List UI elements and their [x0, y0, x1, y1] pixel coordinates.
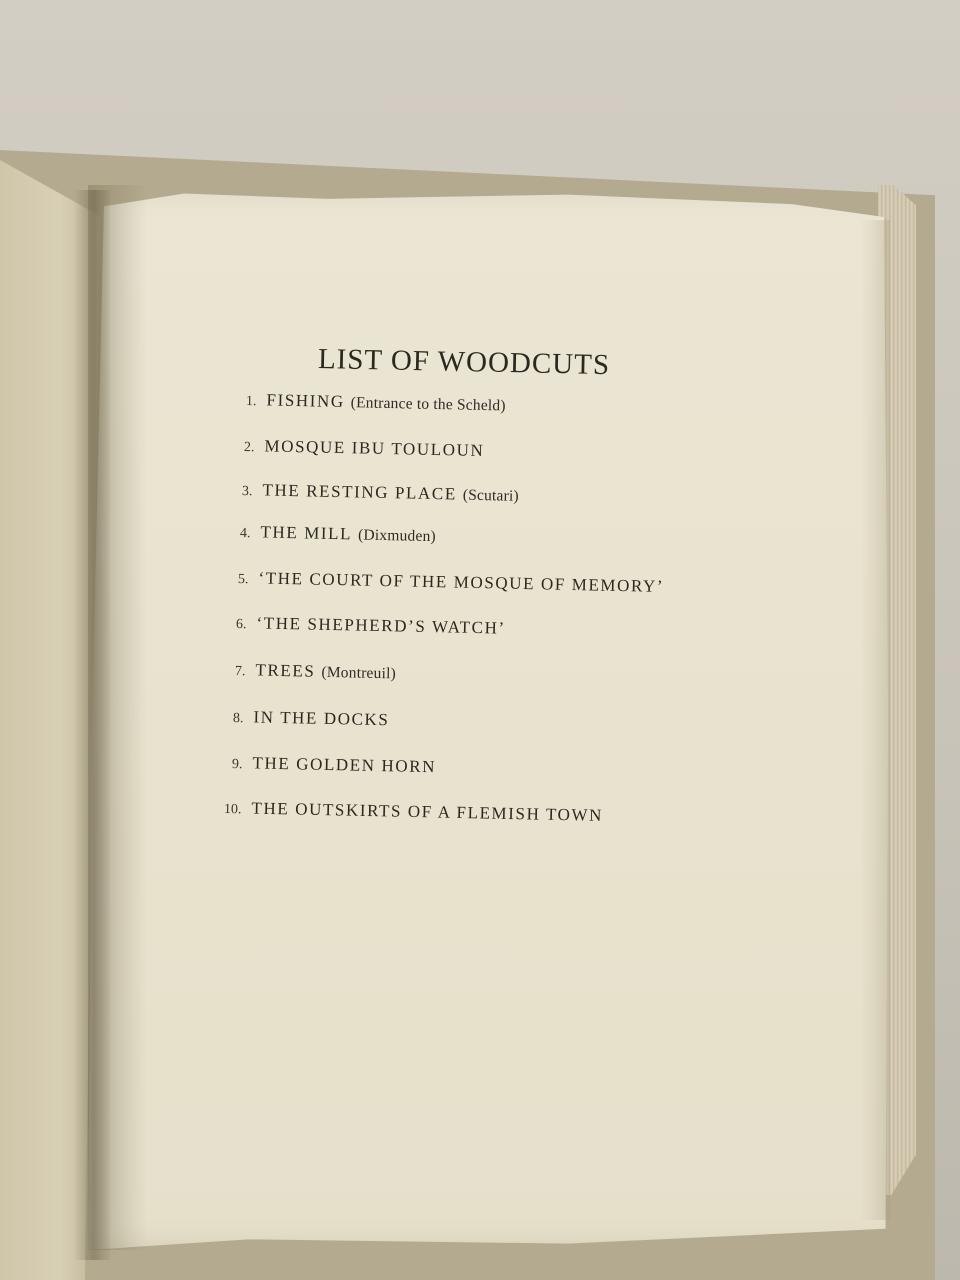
item-note: (Montreuil) [321, 663, 397, 683]
item-name: THE OUTSKIRTS OF A FLEMISH TOWN [251, 798, 604, 825]
page-title: LIST OF WOODCUTS [317, 343, 611, 382]
item-number: 5. [237, 572, 249, 588]
list-item [244, 436, 491, 461]
item-number: 2. [243, 440, 255, 456]
item-number: 1. [245, 394, 257, 410]
item-name: ‘THE COURT OF THE MOSQUE OF MEMORY’ [258, 568, 665, 596]
list-item [224, 798, 609, 826]
list-item [240, 522, 436, 546]
list-item [246, 390, 506, 415]
item-number: 9. [231, 757, 243, 773]
item-number: 4. [239, 526, 251, 542]
list-item [236, 613, 512, 639]
list-item [235, 660, 396, 683]
item-name: THE MILL [260, 522, 353, 544]
list-item [233, 707, 396, 730]
item-name: THE GOLDEN HORN [252, 753, 437, 777]
item-number: 3. [241, 484, 253, 500]
item-number: 8. [232, 711, 244, 727]
item-name: IN THE DOCKS [253, 707, 390, 730]
item-name: ‘THE SHEPHERD’S WATCH’ [256, 613, 506, 638]
item-note: (Entrance to the Scheld) [350, 394, 506, 415]
item-number: 7. [234, 664, 246, 680]
item-note: (Dixmuden) [357, 526, 437, 546]
list-item [238, 568, 671, 597]
item-number: 10. [223, 802, 242, 818]
item-name: THE RESTING PLACE [262, 480, 458, 504]
item-name: FISHING [266, 390, 345, 412]
item-name: MOSQUE IBU TOULOUN [264, 436, 485, 461]
list-item [242, 480, 519, 506]
item-name: TREES [255, 660, 316, 681]
item-note: (Scutari) [462, 486, 520, 505]
list-item [232, 753, 442, 777]
item-number: 6. [235, 617, 247, 633]
